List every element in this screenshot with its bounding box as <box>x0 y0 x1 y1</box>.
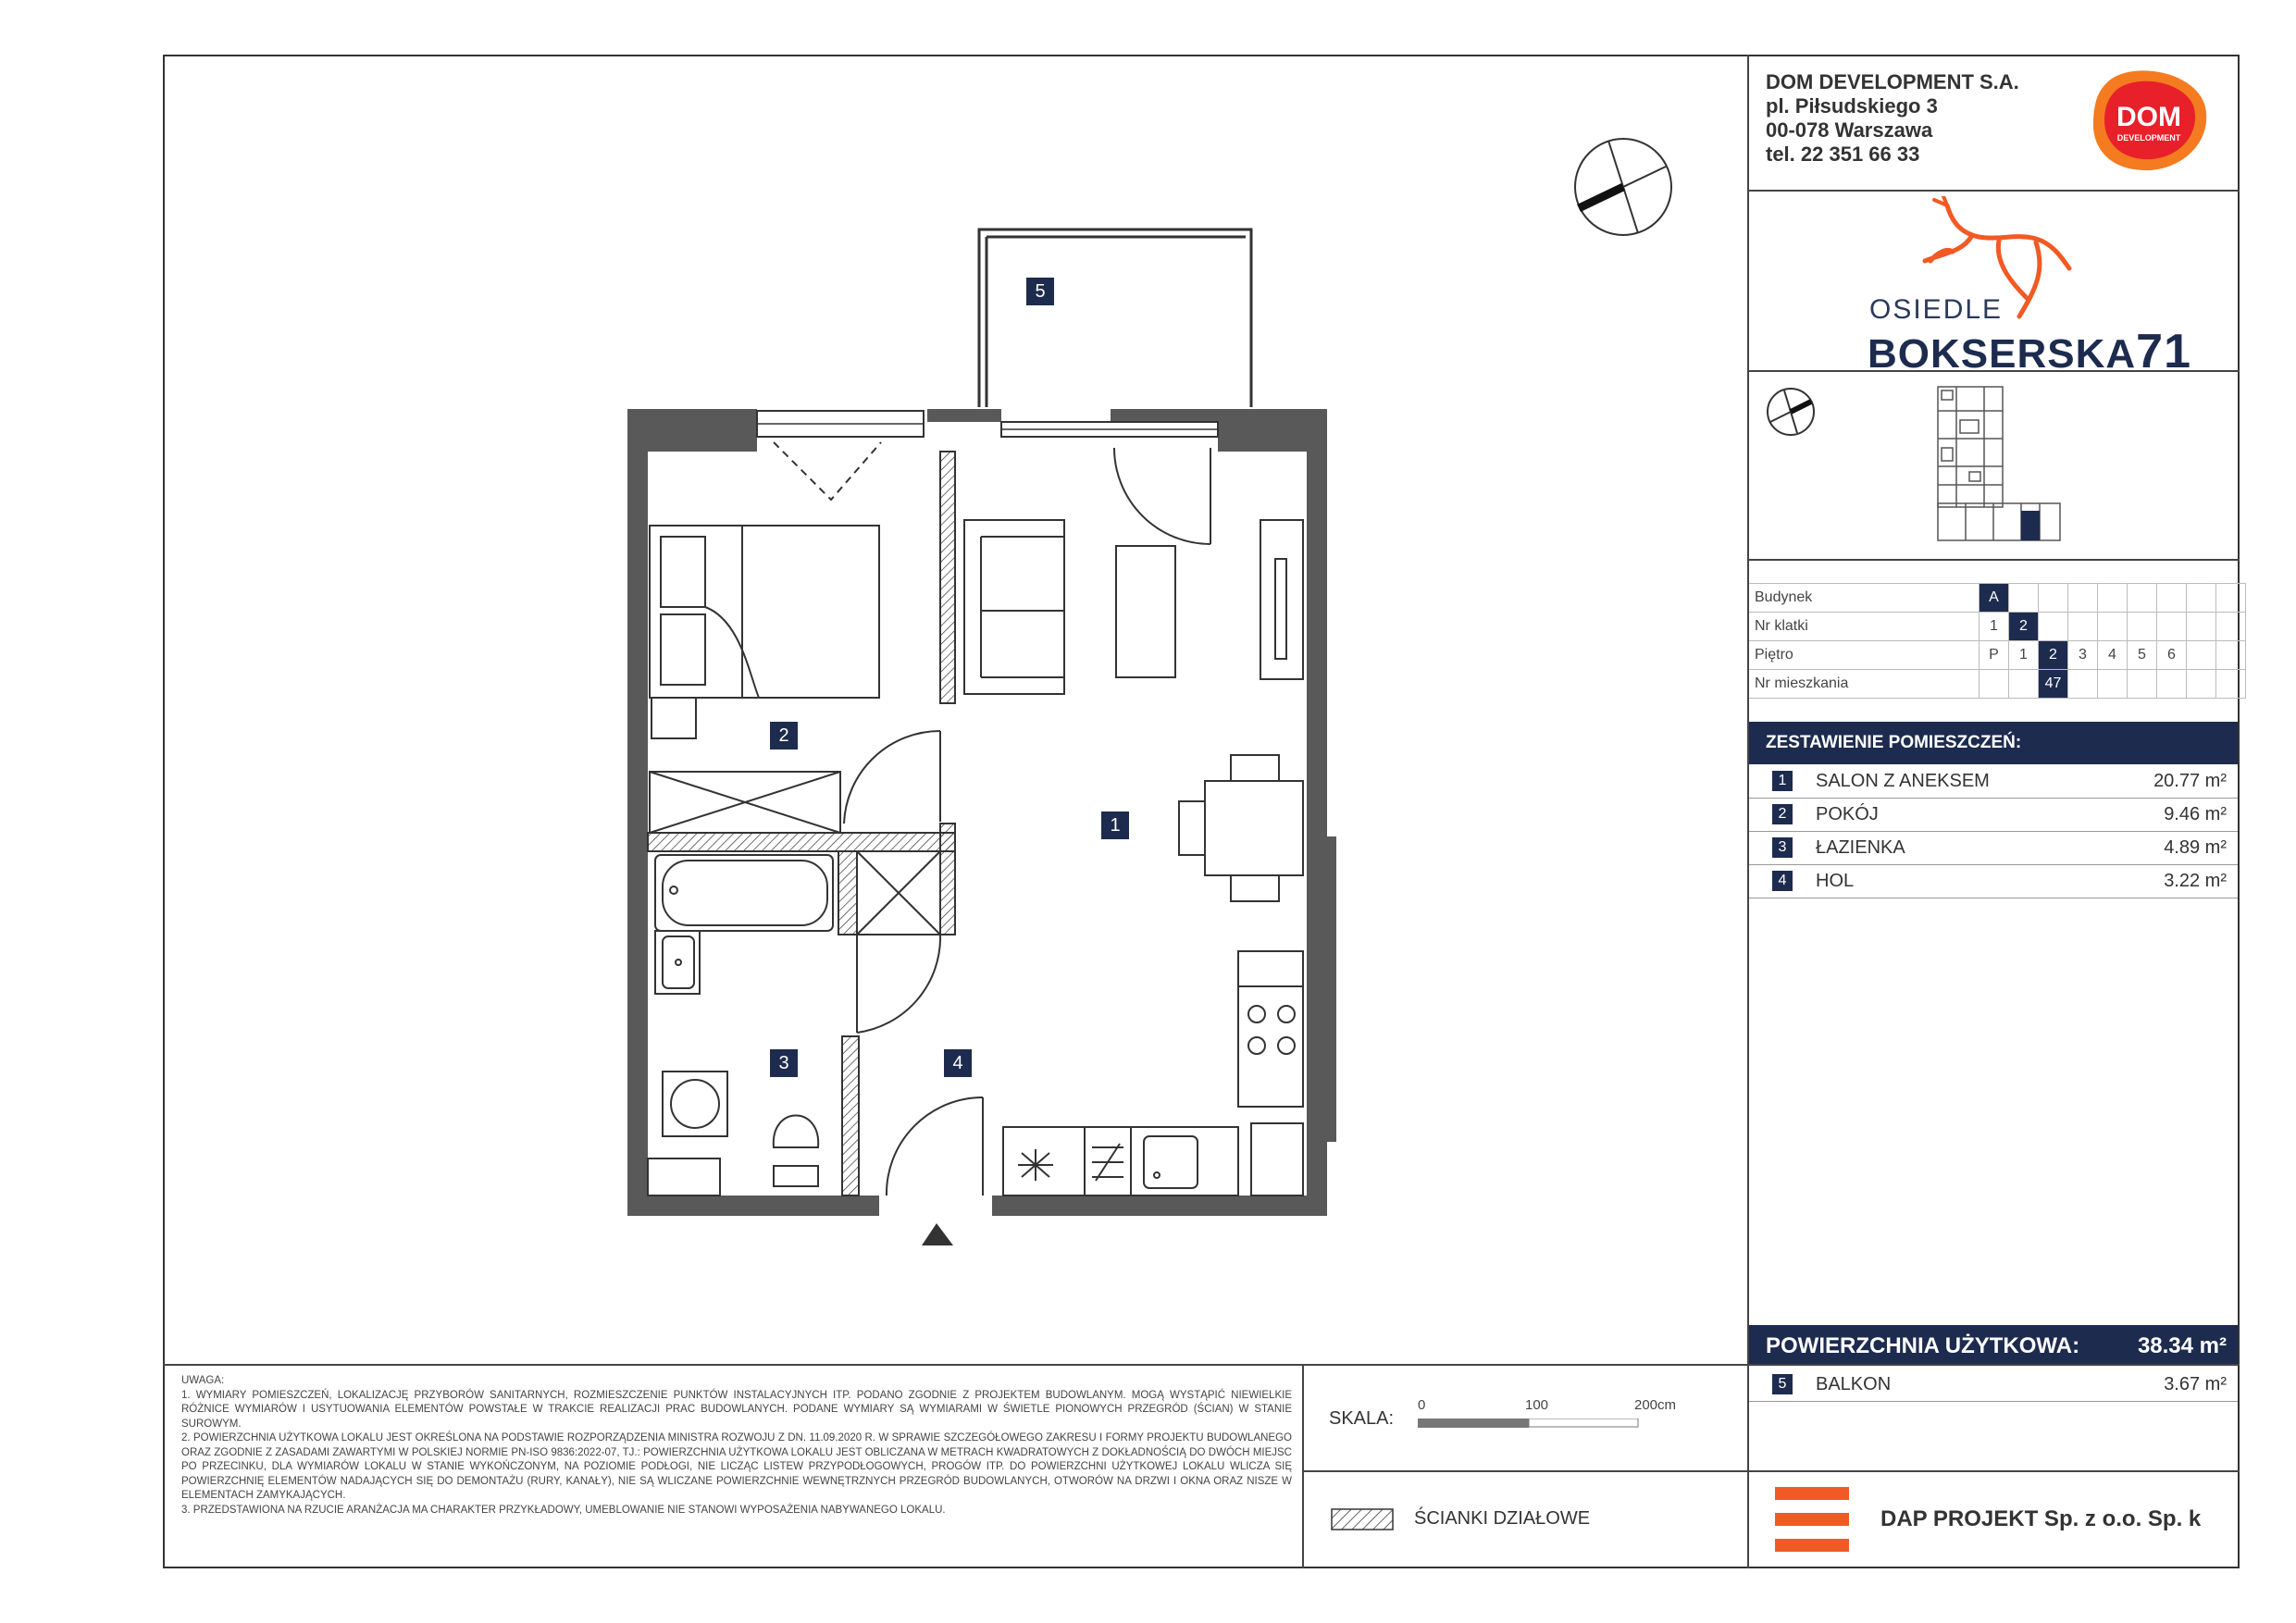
info-cell <box>2039 584 2068 613</box>
scale-bar <box>1418 1416 1640 1425</box>
room-name: SALON Z ANEKSEM <box>1816 771 1990 791</box>
key-plan-icon <box>1929 383 2062 546</box>
balcony-outline <box>979 229 1251 407</box>
plan-label-hall: 4 <box>944 1049 972 1077</box>
sidebar-line <box>1747 559 2240 561</box>
info-cell: 6 <box>2157 641 2187 670</box>
room-name: HOL <box>1816 871 1855 891</box>
info-cell <box>1980 670 2009 699</box>
info-cell <box>2216 613 2246 641</box>
info-cell: 3 <box>2068 641 2098 670</box>
info-cell <box>2157 670 2187 699</box>
info-cell <box>2128 584 2157 613</box>
company-phone: tel. 22 351 66 33 <box>1766 142 1920 166</box>
compass-small-icon <box>1766 387 1816 437</box>
footer-divider <box>1302 1364 1304 1568</box>
info-cell <box>2157 613 2187 641</box>
info-row <box>1749 641 2246 670</box>
info-cell <box>2039 613 2068 641</box>
info-cell <box>2098 613 2128 641</box>
room-area: 9.46 m² <box>2164 804 2227 824</box>
info-row <box>1749 613 2246 641</box>
info-cell: 4 <box>2098 641 2128 670</box>
info-cell <box>2098 584 2128 613</box>
info-cell: 2 <box>2039 641 2068 670</box>
balcony-num: 5 <box>1772 1374 1793 1394</box>
info-cell <box>2157 584 2187 613</box>
info-cell <box>2009 584 2039 613</box>
info-row <box>1749 584 2246 613</box>
rooms-header: ZESTAWIENIE POMIESZCZEŃ: <box>1749 722 2238 764</box>
footer-line <box>163 1364 2240 1366</box>
designer-name: DAP PROJEKT Sp. z o.o. Sp. k <box>1880 1506 2202 1531</box>
dom-development-logo <box>2090 67 2210 172</box>
plan-label-balcony: 5 <box>1026 278 1054 305</box>
info-cell <box>2009 670 2039 699</box>
room-row <box>1749 831 2238 865</box>
info-cell <box>2216 670 2246 699</box>
note-3: 3. PRZEDSTAWIONA NA RZUCIE ARANŻACJA MA CHARAKTER PRZYKŁADOWY, UMEBLOWANIE NIE STANOWI WYPOSAŻENIA NABYWANEGO LOKALU. <box>181 1504 946 1516</box>
info-cell <box>2187 670 2216 699</box>
info-cell: 47 <box>2039 670 2068 699</box>
room-row <box>1749 798 2238 832</box>
scale-label: SKALA: <box>1329 1408 1395 1429</box>
room-name: ŁAZIENKA <box>1816 837 1905 858</box>
room-num: 4 <box>1772 871 1793 891</box>
room-area: 3.22 m² <box>2164 871 2227 891</box>
company-info <box>1766 70 2019 167</box>
room-num: 2 <box>1772 804 1793 824</box>
plan-label-bathroom: 3 <box>770 1049 798 1077</box>
note-2: 2. POWIERZCHNIA UŻYTKOWA LOKALU JEST OKREŚLONA NA PODSTAWIE ROZPORZĄDZENIA MINISTRA ROZWOJU Z DN. 11.09.2020 R. W SPRAWIE SZCZEGÓŁOWEGO ZAKRESU I FORMY PROJEKTU BUDOWLANEGO ORAZ ZGODNIE Z ZASADAMI ZAWARTYMI W POLSKIEJ NORMIE PN-ISO 9836:2022-07, TJ.: POWIERZCHNIA UŻYTKOWA LOKALU JEST OBLICZANA W METRACH KWADRATOWYCH Z DOKŁADNOŚCIĄ DO DWÓCH MIEJSC PO PRZECINKU, DLA WYMIARÓW LOKALU W STANIE WYKOŃCZONYM, NA POZIOMIE PODŁOGI, NIE LICZĄC LISTEW PRZYPODŁOGOWYCH, PROGÓW ITP. DO POWIERZCHNI UŻYTKOWEJ LOKALU WLICZA SIĘ POWIERZCHNIĘ ELEMENTÓW NADAJĄCYCH SIĘ DO DEMONTAŻU (RURY, KANAŁY), NIE SĄ WLICZANE POWIERZCHNIE WEWNĘTRZNYCH PRZEGRÓD BUDOWLANYCH, OTWORÓW NA DRZWI I OKNA ORAZ NISZE W ELEMENTACH ZAMYKAJĄCYCH. <box>181 1432 1292 1501</box>
dap-logo-icon <box>1775 1487 1849 1552</box>
company-address-2: 00-078 Warszawa <box>1766 118 1933 142</box>
info-cell <box>2187 584 2216 613</box>
logo-text: DOM <box>2116 102 2181 132</box>
project-name-line1: OSIEDLE <box>1869 294 2004 325</box>
info-row-label: Nr mieszkania <box>1749 670 1980 699</box>
room-row <box>1749 864 2238 898</box>
info-cell <box>2068 670 2098 699</box>
balcony-area: 3.67 m² <box>2164 1374 2227 1394</box>
hatch-legend-icon <box>1331 1508 1394 1530</box>
info-cell: 2 <box>2009 613 2039 641</box>
info-cell <box>2098 670 2128 699</box>
room-num: 1 <box>1772 771 1793 791</box>
room-area: 20.77 m² <box>2153 771 2227 791</box>
project-number: 71 <box>2136 325 2191 378</box>
info-cell: 5 <box>2128 641 2157 670</box>
balcony-name: BALKON <box>1816 1374 1892 1394</box>
scale-tick-200: 200cm <box>1634 1397 1677 1413</box>
info-cell <box>2216 584 2246 613</box>
scale-tick-0: 0 <box>1418 1397 1426 1413</box>
plan-label-living: 1 <box>1101 812 1129 839</box>
info-row-label: Nr klatki <box>1749 613 1980 641</box>
company-name: DOM DEVELOPMENT S.A. <box>1766 70 2019 93</box>
info-row <box>1749 670 2246 699</box>
room-area: 4.89 m² <box>2164 837 2227 858</box>
location-table <box>1749 583 2246 699</box>
info-cell <box>2187 641 2216 670</box>
info-cell <box>2128 613 2157 641</box>
balcony-row <box>1749 1368 2238 1402</box>
info-cell <box>2128 670 2157 699</box>
usable-area-value: 38.34 m² <box>2137 1333 2227 1358</box>
info-cell: P <box>1980 641 2009 670</box>
info-row-label: Piętro <box>1749 641 1980 670</box>
info-cell <box>2068 613 2098 641</box>
company-address-1: pl. Piłsudskiego 3 <box>1766 94 1938 118</box>
project-name: BOKSERSKA <box>1868 331 2137 377</box>
room-num: 3 <box>1772 837 1793 858</box>
info-cell <box>2216 641 2246 670</box>
info-cell: A <box>1980 584 2009 613</box>
room-row <box>1749 764 2238 799</box>
scale-tick-100: 100 <box>1525 1397 1549 1413</box>
sidebar-line <box>1747 190 2240 192</box>
usable-area-label: POWIERZCHNIA UŻYTKOWA: <box>1766 1333 2080 1358</box>
info-cell: 1 <box>2009 641 2039 670</box>
legend-label: ŚCIANKI DZIAŁOWE <box>1414 1508 1591 1529</box>
logo-subtext: DEVELOPMENT <box>2116 133 2181 142</box>
info-cell <box>2068 584 2098 613</box>
floor-plan <box>602 222 1342 1268</box>
compass-icon <box>1571 135 1675 239</box>
footer-line <box>1302 1470 2240 1472</box>
usable-area-bar <box>1749 1325 2238 1364</box>
project-name-line2 <box>1868 324 2191 379</box>
info-cell <box>2187 613 2216 641</box>
note-1: 1. WYMIARY POMIESZCZEŃ, LOKALIZACJĘ PRZYBORÓW SANITARNYCH, ROZMIESZCZENIE PUNKTÓW INSTALACYJNYCH ITP. PODANO ZGODNIE Z PROJEKTEM BUDOWLANYM. MOGĄ WYSTĄPIĆ NIEWIELKIE RÓŻNICE WYMIARÓW I USYTUOWANIA ELEMENTÓW POWSTAŁE W TRAKCIE REALIZACJI PRAC BUDOWLANYCH. PODANE WYMIARY SĄ WYMIARAMI W ŚWIETLE PIONOWYCH PRZEGRÓD (ŚCIAN) W STANIE SUROWYM. <box>181 1389 1292 1430</box>
info-row-label: Budynek <box>1749 584 1980 613</box>
notes <box>181 1374 1292 1518</box>
plan-label-room: 2 <box>770 722 798 750</box>
info-cell: 1 <box>1980 613 2009 641</box>
notes-title: UWAGA: <box>181 1375 225 1386</box>
room-name: POKÓJ <box>1816 804 1879 824</box>
